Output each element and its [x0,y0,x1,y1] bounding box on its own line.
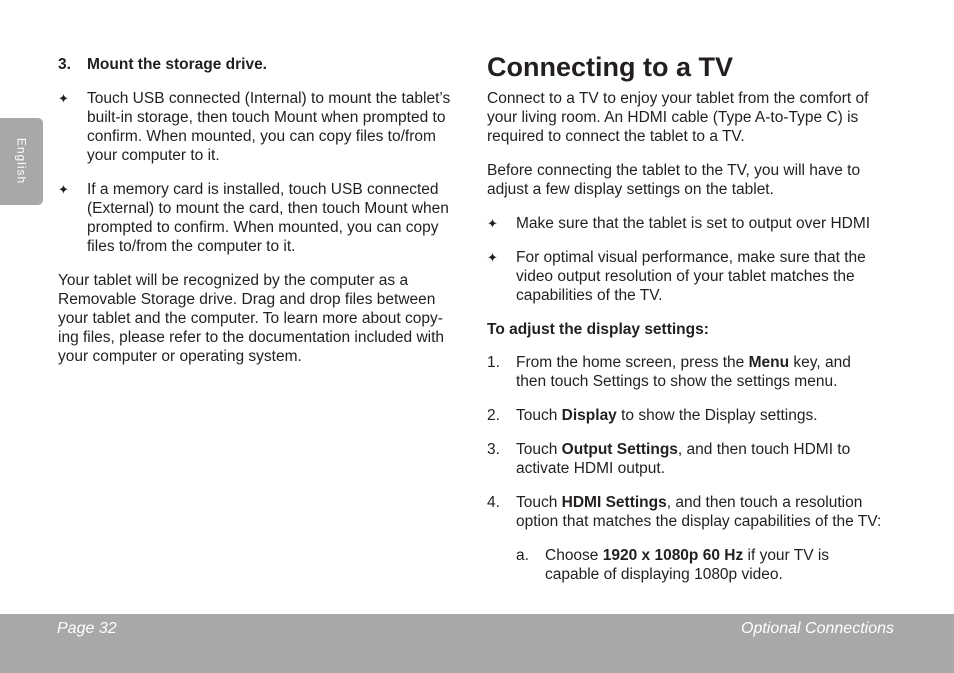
hdmi-settings-label: HDMI Settings [561,494,667,511]
step-number: a. [516,547,529,564]
bullet-line: built-in storage, then touch Mount when prompted to [87,109,446,126]
menu-key-label: Menu [748,354,790,371]
resolution-option-label: 1920 x 1080p 60 Hz [602,547,744,564]
step-line: From the home screen, press the Menu key, and [516,354,851,371]
page-number: Page 32 [57,620,117,637]
bullet-star-icon: ✦ [58,182,69,197]
step-line: Touch HDMI Settings, and then touch a resolution [516,494,863,511]
bullet-line: (External) to mount the card, then touch Mount when [87,200,449,217]
paragraph-line: Connect to a TV to enjoy your tablet from the comfort of [487,90,869,107]
paragraph-line: Before connecting the tablet to the TV, you will have to [487,162,861,179]
display-settings-subheading: To adjust the display settings: [487,321,709,338]
step-line: then touch Settings to show the settings menu. [516,373,838,390]
before-paragraph [487,161,860,199]
bullet-line: prompted to confirm. When mounted, you can copy [87,219,439,236]
bullet-star-icon: ✦ [487,250,498,265]
bullet-line: For optimal visual performance, make sure that the [516,249,866,266]
bullet-text: Make sure that the tablet is set to output over HDMI [516,215,871,232]
step-3-heading: 3. Mount the storage drive. [58,56,267,73]
step-number: 3. [487,441,500,458]
step-line: option that matches the display capabilities of the TV: [516,513,882,530]
paragraph-line: your tablet and the computer. To learn more about copy- [58,310,443,327]
language-tab [0,118,43,205]
bullet-star-icon: ✦ [487,216,498,231]
bullet-line: confirm. When mounted, you can copy files to/from [87,128,436,145]
step-line: Touch Display to show the Display settings. [516,407,818,424]
step-number: 2. [487,407,500,424]
paragraph-line: Removable Storage drive. Drag and drop files between [58,291,436,308]
step-line: activate HDMI output. [516,460,666,477]
step-number: 1. [487,354,500,371]
recognition-paragraph [58,271,444,366]
bullet-line: capabilities of the TV. [516,287,663,304]
paragraph-line: your computer or operating system. [58,348,302,365]
step-number: 4. [487,494,500,511]
step-3-title: Mount the storage drive. [87,56,267,73]
bullet-line: your computer to it. [87,147,220,164]
bullet-line: files to/from the computer to it. [87,238,296,255]
step-line: capable of displaying 1080p video. [545,566,783,583]
step-line: Touch Output Settings, and then touch HDMI to [516,441,851,458]
paragraph-line: your living room. An HDMI cable (Type A-to-Type C) is [487,109,859,126]
paragraph-line: Your tablet will be recognized by the computer as a [58,272,409,289]
bullet-line: If a memory card is installed, touch USB connected [87,181,439,198]
paragraph-line: required to connect the tablet to a TV. [487,128,745,145]
paragraph-line: ing files, please refer to the documentation included with [58,329,445,346]
bullet-line: Touch USB connected (Internal) to mount the tablet’s [87,90,451,107]
output-settings-label: Output Settings [561,441,678,458]
display-setting-label: Display [561,407,617,424]
bullet-star-icon: ✦ [58,91,69,106]
paragraph-line: adjust a few display settings on the tablet. [487,181,774,198]
page-footer [0,614,954,673]
bullet-line: video output resolution of your tablet matches the [516,268,855,285]
step-line: Choose 1920 x 1080p 60 Hz if your TV is [545,547,830,564]
intro-paragraph [487,89,868,146]
section-title: Optional Connections [741,620,894,637]
page-title: Connecting to a TV [487,52,733,82]
language-tab-label: English [14,137,29,185]
